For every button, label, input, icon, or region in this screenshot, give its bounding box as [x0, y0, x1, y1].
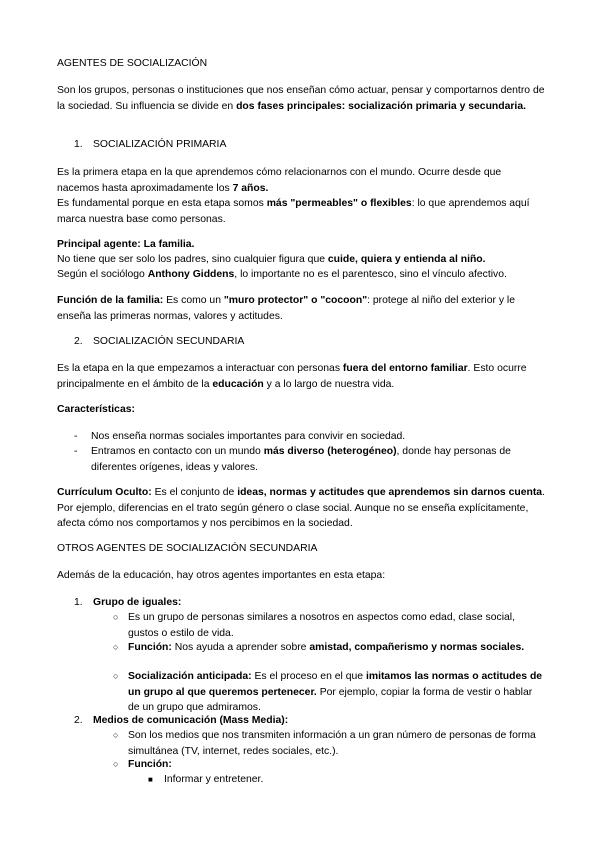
primaria-paragraph-1: Es la primera etapa en la que aprendemos cómo relacionarnos con el mundo. Ocurre desde que nacemos hasta aproximadamente los 7 años.: [57, 167, 502, 194]
intro-paragraph: Son los grupos, personas o instituciones que nos enseñan cómo actuar, pensar y comportarnos dentro de la sociedad. Su influencia se divide en dos fases principales: socialización primaria y secundaria.: [57, 85, 545, 112]
characteristic-item: - Entramos en contacto con un mundo más diverso (heterogéneo), donde hay personas de diferentes orígenes, ideas y valores.: [74, 446, 511, 473]
mass-media-bullet: ○ Son los medios que nos transmiten información a un gran número de personas de forma simultánea (TV, internet, redes sociales, etc.).: [113, 730, 536, 757]
section-primaria-heading: 1. SOCIALIZACIÓN PRIMARIA: [74, 139, 227, 150]
characteristic-item: - Nos enseña normas sociales importantes para convivir en sociedad.: [74, 431, 406, 442]
section-secundaria-heading: 2. SOCIALIZACIÓN SECUNDARIA: [74, 336, 245, 347]
secundaria-paragraph: Es la etapa en la que empezamos a interactuar con personas fuera del entorno familiar. Esto ocurre principalmente en el ámbito de la educación y a lo largo de nuestra vida.: [57, 363, 527, 390]
principal-agent-label: Principal agente: La familia.: [57, 239, 195, 250]
family-function-paragraph: Función de la familia: Es como un "muro protector" o "cocoon": protege al niño del exterior y le enseña las primeras normas, valores y actitudes.: [57, 295, 515, 322]
primaria-paragraph-2: Es fundamental porque en esta etapa somos más "permeables" o flexibles: lo que aprendemos aquí marca nuestra base como personas.: [57, 198, 530, 225]
other-agents-intro: Además de la educación, hay otros agentes importantes en esta etapa:: [57, 570, 386, 581]
peer-group-bullet: ○ Es un grupo de personas similares a nosotros en aspectos como edad, clase social, gustos o estilo de vida.: [113, 612, 515, 639]
agent-paragraph-2: Según el sociólogo Anthony Giddens, lo importante no es el parentesco, sino el vínculo afectivo.: [57, 269, 507, 280]
list-item-mass-media: 2. Medios de comunicación (Mass Media):: [74, 715, 289, 726]
peer-group-bullet: ○ Función: Nos ayuda a aprender sobre amistad, compañerismo y normas sociales.: [113, 642, 525, 653]
mass-media-bullet: ○ Función:: [113, 759, 172, 770]
doc-title: AGENTES DE SOCIALIZACIÓN: [57, 58, 208, 69]
hidden-curriculum-paragraph: Currículum Oculto: Es el conjunto de ideas, normas y actitudes que aprendemos sin darnos cuenta. Por ejemplo, diferencias en el trato según género o clase social. Aunque no se enseña explícitamente, afecta cómo nos comportamos y nos percibimos en la sociedad.: [57, 487, 545, 530]
characteristics-label: Características:: [57, 404, 135, 415]
agent-paragraph-1: No tiene que ser solo los padres, sino cualquier figura que cuide, quiera y entienda al niño.: [57, 254, 486, 265]
peer-group-bullet: ○ Socialización anticipada: Es el proceso en el que imitamos las normas o actitudes de un grupo al que queremos pertenecer. Por ejemplo, copiar la forma de vestir o hablar de un grupo que admiramos.: [113, 671, 543, 714]
other-agents-heading: OTROS AGENTES DE SOCIALIZACIÓN SECUNDARIA: [57, 543, 318, 554]
list-item-peer-group: 1. Grupo de iguales:: [74, 597, 182, 608]
mass-media-sub-bullet: ■ Informar y entretener.: [148, 774, 264, 785]
